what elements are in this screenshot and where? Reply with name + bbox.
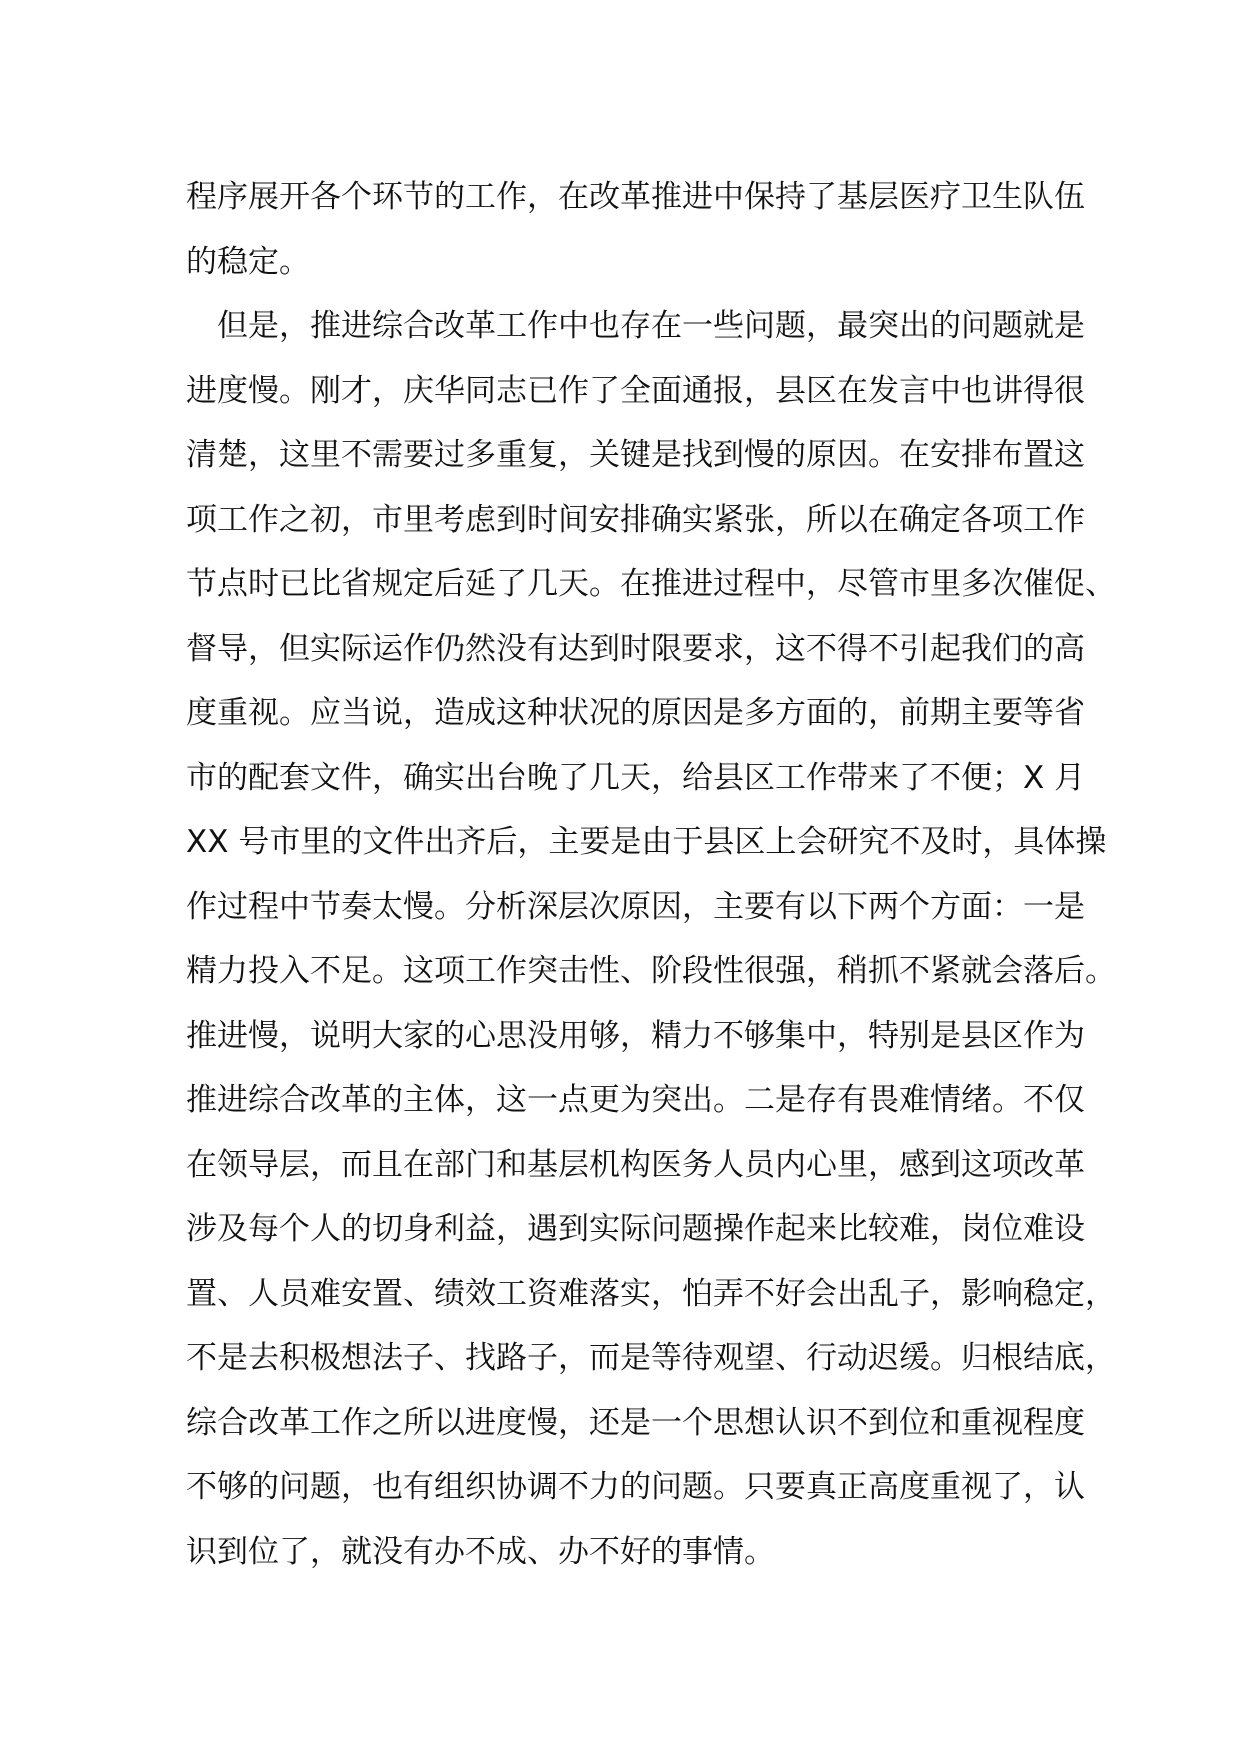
text-line-7: 节点时已比省规定后延了几天。在推进过程中，尽管市里多次催促、	[186, 566, 1116, 602]
text-line-13: 精力投入不足。这项工作突击性、阶段性很强，稍抓不紧就会落后。	[186, 953, 1116, 989]
text-line-14: 推进慢，说明大家的心思没用够，精力不够集中，特别是县区作为	[186, 1017, 1085, 1054]
text-line-4: 进度慢。刚才，庆华同志已作了全面通报，县区在发言中也讲得很	[186, 372, 1085, 409]
text-line-12: 作过程中节奏太慢。分析深层次原因，主要有以下两个方面：一是	[186, 888, 1085, 925]
text-line-6: 项工作之初，市里考虑到时间安排确实紧张，所以在确定各项工作	[186, 501, 1085, 538]
text-line-3: 但是，推进综合改革工作中也存在一些问题，最突出的问题就是	[186, 308, 1085, 344]
text-line-11: XX 号市里的文件出齐后，主要是由于县区上会研究不及时，具体操	[186, 824, 1107, 860]
text-line-19: 不是去积极想法子、找路子，而是等待观望、行动迟缓。归根结底，	[186, 1340, 1116, 1376]
text-line-20: 综合改革工作之所以进度慢，还是一个思想认识不到位和重视程度	[186, 1404, 1085, 1441]
text-line-22: 识到位了，就没有办不成、办不好的事情。	[186, 1533, 775, 1570]
text-line-17: 涉及每个人的切身利益，遇到实际问题操作起来比较难，岗位难设	[186, 1211, 1085, 1247]
text-line-15: 推进综合改革的主体，这一点更为突出。二是存有畏难情绪。不仅	[186, 1082, 1085, 1118]
text-line-9: 度重视。应当说，造成这种状况的原因是多方面的，前期主要等省	[186, 695, 1085, 731]
text-line-5: 清楚，这里不需要过多重复，关键是找到慢的原因。在安排布置这	[186, 437, 1085, 473]
text-line-2: 的稳定。	[186, 243, 310, 280]
text-line-21: 不够的问题，也有组织协调不力的问题。只要真正高度重视了，认	[186, 1469, 1085, 1505]
text-line-1: 程序展开各个环节的工作，在改革推进中保持了基层医疗卫生队伍	[186, 179, 1085, 215]
text-line-10: 市的配套文件，确实出台晚了几天，给县区工作带来了不便；X 月	[186, 759, 1086, 796]
body-text	[186, 165, 1116, 1584]
text-line-8: 督导，但实际运作仍然没有达到时限要求，这不得不引起我们的高	[186, 630, 1085, 667]
text-line-16: 在领导层，而且在部门和基层机构医务人员内心里，感到这项改革	[186, 1146, 1085, 1183]
text-line-18: 置、人员难安置、绩效工资难落实，怕弄不好会出乱子，影响稳定，	[186, 1275, 1116, 1312]
